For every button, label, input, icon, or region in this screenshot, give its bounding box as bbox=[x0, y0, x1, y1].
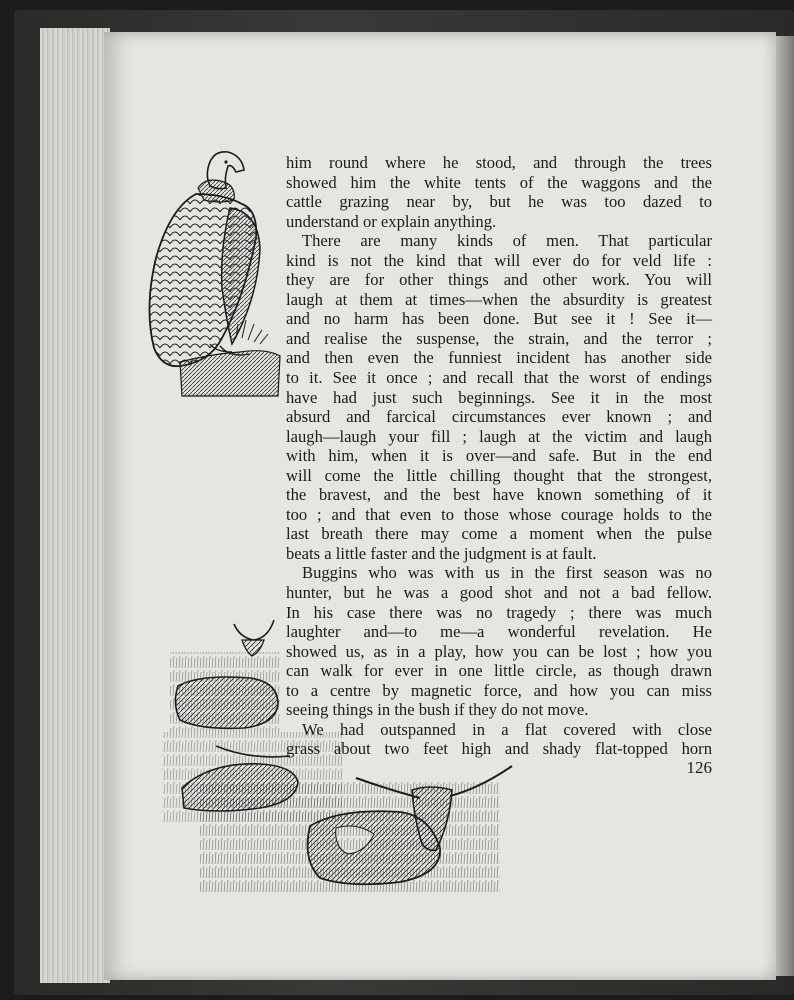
text-line: absurd and farcical circumstances ever known ; and bbox=[286, 407, 712, 427]
text-line: kind is not the kind that will ever do for veld life : bbox=[286, 250, 712, 270]
text-line: too ; and that even to those whose courage holds to the bbox=[286, 504, 712, 524]
text-line: In his case there was no tragedy ; there was much bbox=[286, 602, 712, 622]
text-line: the bravest, and the best have known something of it bbox=[286, 485, 712, 505]
text-line: cattle grazing near by, but he was too dazed to bbox=[286, 192, 712, 212]
text-line: with him, when it is over—and safe. But in the end bbox=[286, 446, 712, 466]
text-line: laugh at them at times—when the absurdity is greatest bbox=[286, 289, 712, 309]
text-line: Buggins who was with us in the first season was no bbox=[302, 563, 712, 583]
page-edges-left bbox=[40, 28, 110, 983]
page-body-text bbox=[286, 153, 712, 759]
text-line: grass about two feet high and shady flat-topped horn bbox=[286, 739, 712, 759]
text-line: and then even the funniest incident has another side bbox=[286, 348, 712, 368]
text-line: beats a little faster and the judgment is at fault. bbox=[286, 543, 597, 563]
text-line: can walk for ever in one little circle, as though drawn bbox=[286, 661, 712, 681]
text-line: laugh—laugh your fill ; laugh at the victim and laugh bbox=[286, 426, 712, 446]
text-line: to it. See it once ; and recall that the worst of endings bbox=[286, 368, 712, 388]
page-number: 126 bbox=[686, 758, 712, 777]
text-line: We had outspanned in a flat covered with close bbox=[302, 719, 712, 739]
page-edge-right bbox=[776, 36, 794, 976]
text-line: seeing things in the bush if they do not move. bbox=[286, 700, 589, 720]
text-line: to a centre by magnetic force, and how you can miss bbox=[286, 680, 712, 700]
vulture-illustration bbox=[140, 148, 285, 398]
text-line: and no harm has been done. But see it ! See it— bbox=[286, 309, 712, 329]
text-line: they are for other things and other work. You will bbox=[286, 270, 712, 290]
text-line: understand or explain anything. bbox=[286, 211, 497, 231]
text-line: laughter and—to me—a wonderful revelation. He bbox=[286, 622, 712, 642]
text-line: showed us, as in a play, how you can be lost ; how you bbox=[286, 641, 712, 661]
text-line: him round where he stood, and through the trees bbox=[286, 153, 712, 172]
text-line: There are many kinds of men. That particular bbox=[302, 231, 712, 251]
text-line: last breath there may come a moment when the pulse bbox=[286, 524, 712, 544]
text-line: showed him the white tents of the waggons and the bbox=[286, 172, 712, 192]
text-line: hunter, but he was a good shot and not a bad fellow. bbox=[286, 583, 712, 603]
text-line: have had just such beginnings. See it in the most bbox=[286, 387, 712, 407]
text-line: and realise the suspense, the strain, and the terror ; bbox=[286, 328, 712, 348]
text-line: will come the little chilling thought that the strongest, bbox=[286, 465, 712, 485]
